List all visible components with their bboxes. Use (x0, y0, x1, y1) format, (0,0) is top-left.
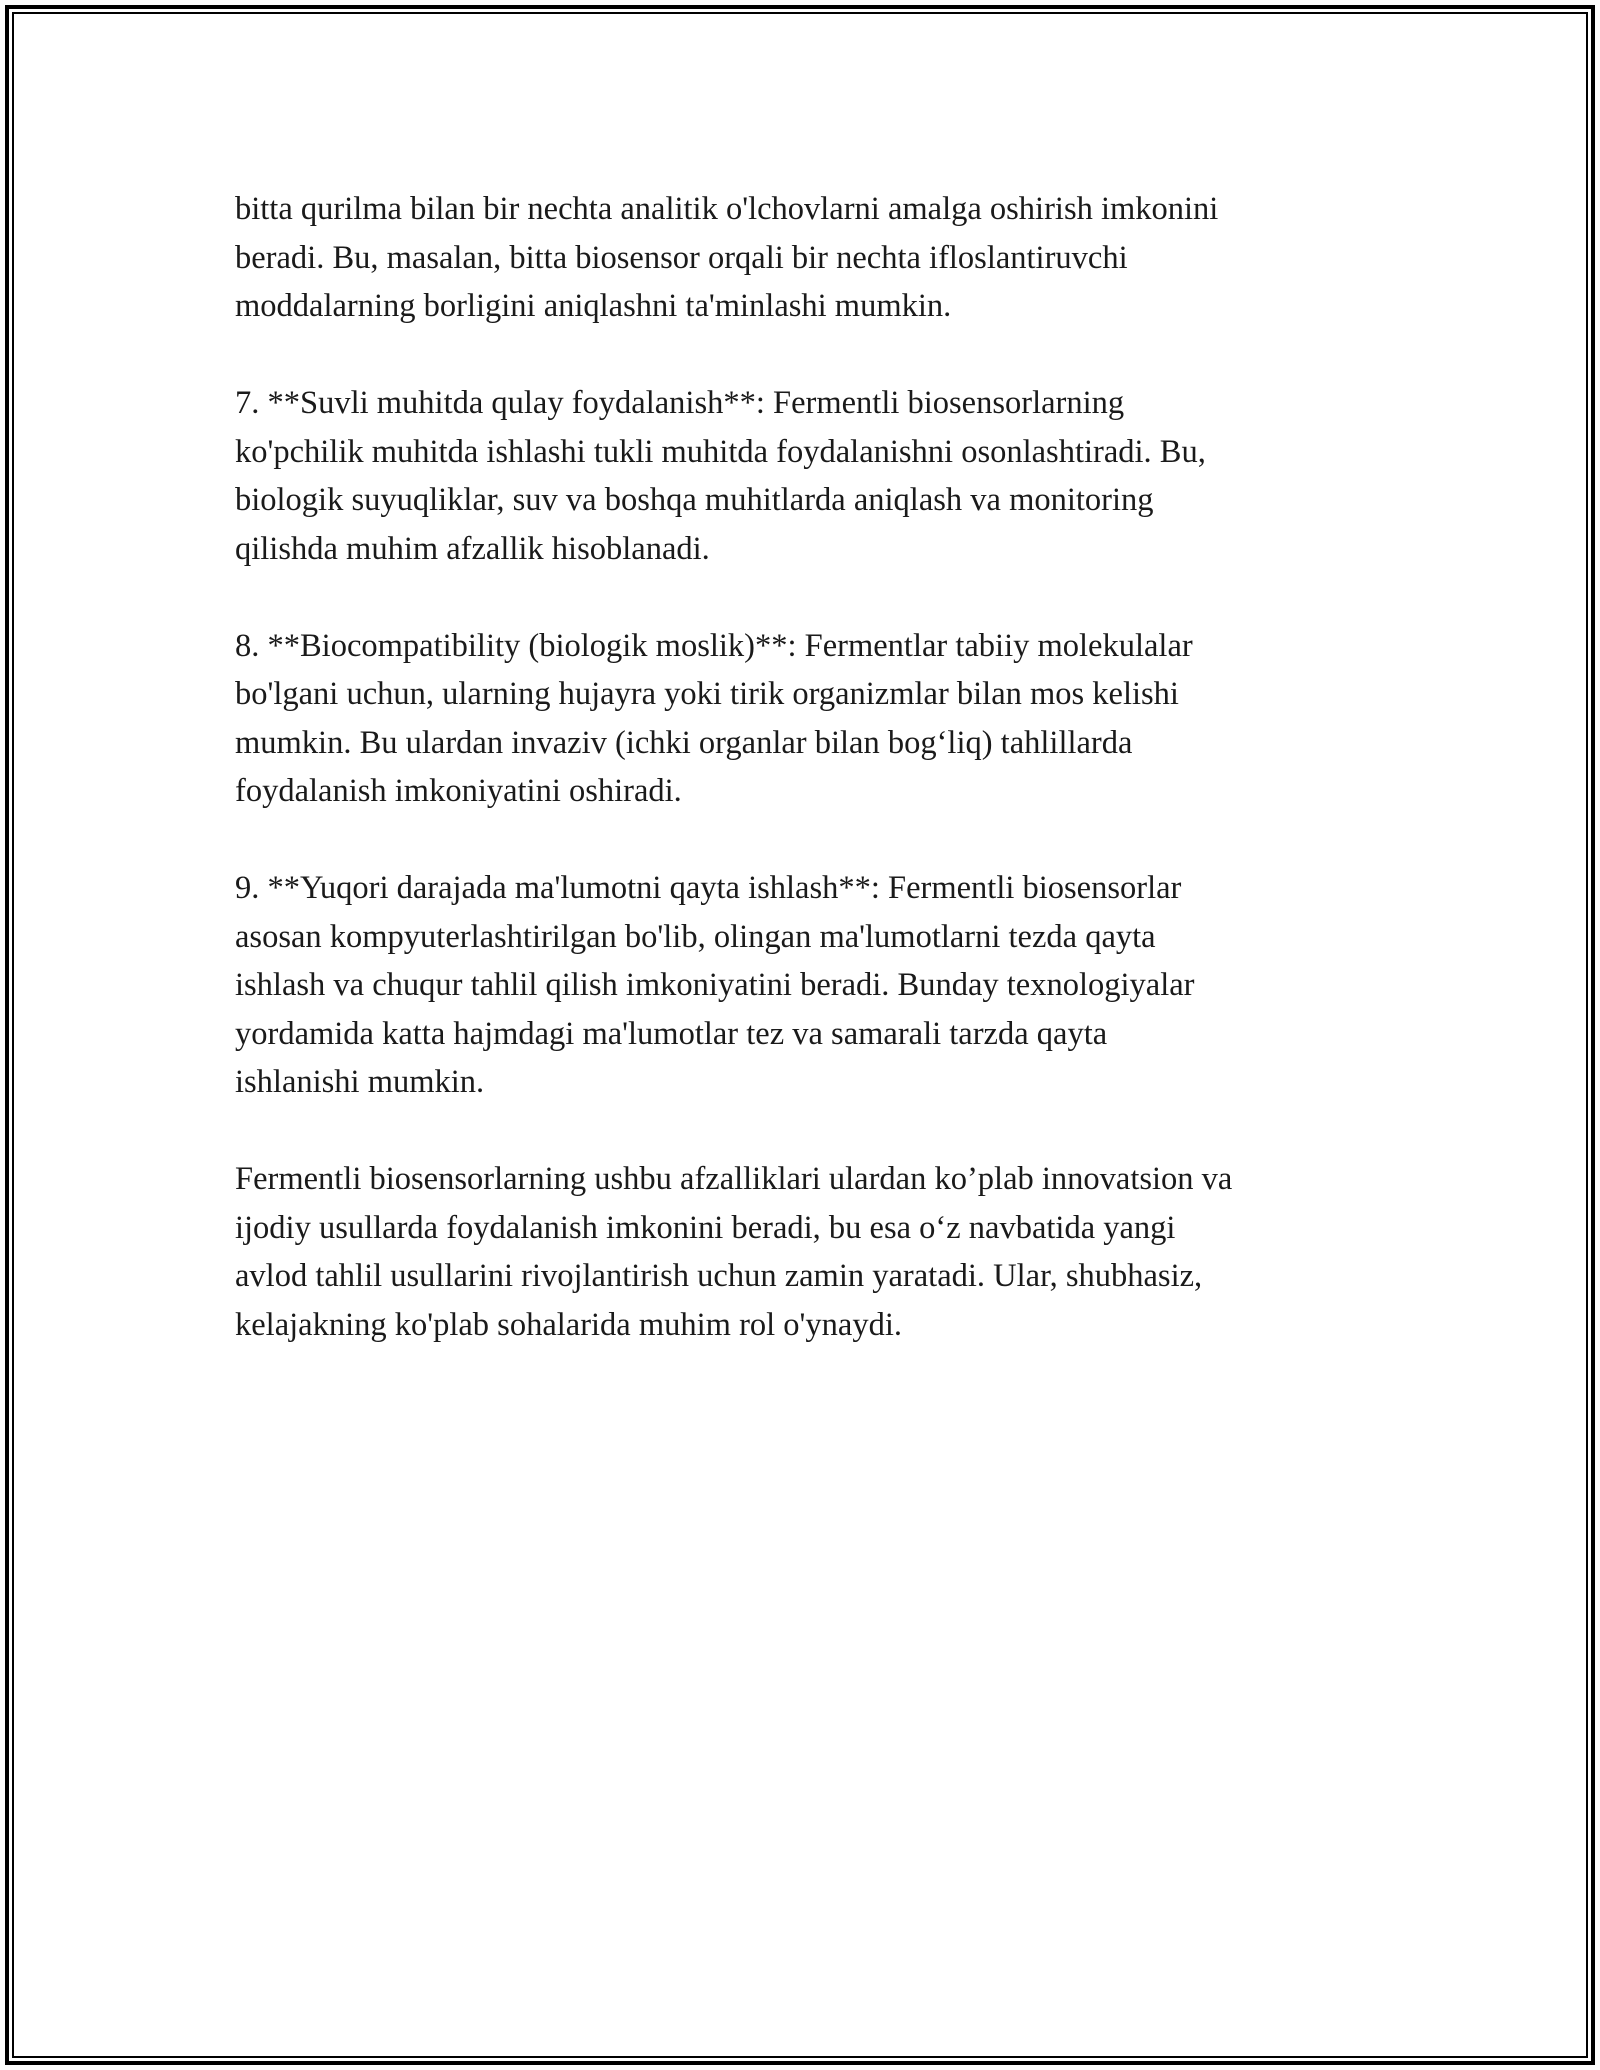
text-line: mumkin. Bu ulardan invaziv (ichki organlar bilan bog‘liq) tahlillarda (235, 724, 1133, 761)
paragraph-item-8 (235, 622, 1375, 816)
document-body (235, 185, 1375, 1398)
text-line: 7. **Suvli muhitda qulay foydalanish**: Fermentli biosensorlarning (235, 385, 1125, 421)
text-line: yordamida katta hajmdagi ma'lumotlar tez va samarali tarzda qayta (235, 1015, 1108, 1052)
text-line: moddalarning borligini aniqlashni ta'minlashi mumkin. (235, 288, 952, 324)
text-line: beradi. Bu, masalan, bitta biosensor orqali bir nechta ifloslantiruvchi (235, 239, 1128, 276)
text-line: Fermentli biosensorlarning ushbu afzalliklari ulardan ko’plab innovatsion va (235, 1161, 1233, 1197)
paragraph-item-7 (235, 379, 1375, 573)
text-line: ishlash va chuqur tahlil qilish imkoniyatini beradi. Bunday texnologiyalar (235, 967, 1195, 1003)
text-line: ishlanishi mumkin. (235, 1064, 485, 1100)
text-line: avlod tahlil usullarini rivojlantirish uchun zamin yaratadi. Ular, shubhasiz, (235, 1258, 1203, 1294)
text-line: bitta qurilma bilan bir nechta analitik o'lchovlarni amalga oshirish imkonini (235, 191, 1219, 227)
text-line: 8. **Biocompatibility (biologik moslik)**: Fermentlar tabiiy molekulalar (235, 627, 1193, 664)
text-line: asosan kompyuterlashtirilgan bo'lib, olingan ma'lumotlarni tezda qayta (235, 918, 1156, 955)
text-line: qilishda muhim afzallik hisoblanadi. (235, 530, 710, 567)
text-line: ijodiy usullarda foydalanish imkonini beradi, bu esa o‘z navbatida yangi (235, 1209, 1176, 1246)
text-line: bo'lgani uchun, ularning hujayra yoki tirik organizmlar bilan mos kelishi (235, 676, 1179, 712)
paragraph-conclusion (235, 1155, 1375, 1349)
text-line: foydalanish imkoniyatini oshiradi. (235, 773, 682, 809)
text-line: ko'pchilik muhitda ishlashi tukli muhitda foydalanishni osonlashtiradi. Bu, (235, 433, 1206, 470)
text-line: 9. **Yuqori darajada ma'lumotni qayta ishlash**: Fermentli biosensorlar (235, 870, 1182, 906)
text-line: biologik suyuqliklar, suv va boshqa muhitlarda aniqlash va monitoring (235, 482, 1154, 518)
paragraph-item-9 (235, 864, 1375, 1107)
paragraph-continuation (235, 185, 1375, 331)
text-line: kelajakning ko'plab sohalarida muhim rol o'ynaydi. (235, 1306, 902, 1343)
